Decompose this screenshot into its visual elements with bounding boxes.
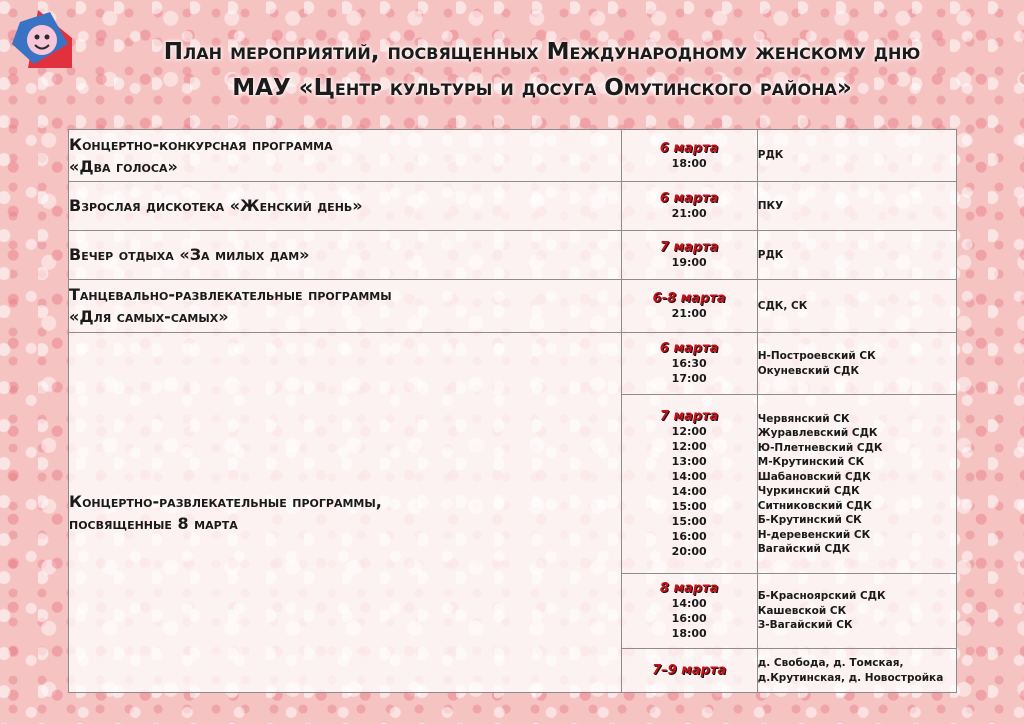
event-date: 7–9 марта	[652, 663, 727, 678]
event-time: 16:00	[671, 612, 707, 625]
event-time: 16:00	[671, 530, 707, 543]
event-place: Вагайский СДК	[757, 543, 851, 555]
event-date: 8 марта	[659, 581, 719, 596]
event-time: 21:00	[671, 207, 707, 220]
event-place: ПКУ	[757, 199, 784, 212]
event-name: Танцевально-развлекательные программы	[69, 285, 392, 304]
place-cell	[757, 130, 956, 182]
event-place: Ситниковский СДК	[757, 499, 872, 512]
event-time: 12:00	[671, 425, 707, 438]
event-name: Концертно-развлекательные программы,	[69, 491, 382, 511]
event-date: 7 марта	[659, 409, 719, 424]
event-place: РДК	[757, 149, 784, 162]
date-cell	[621, 574, 757, 649]
event-name: Вечер отдыха «За милых дам»	[69, 245, 310, 264]
event-time: 16:30	[671, 357, 707, 370]
date-cell	[621, 231, 757, 280]
event-cell	[69, 280, 622, 333]
place-cell	[757, 574, 956, 649]
event-time: 12:00	[671, 440, 707, 453]
event-place: д.Крутинская, д. Новостройка	[757, 671, 944, 684]
table-row	[69, 231, 957, 280]
event-cell	[69, 333, 622, 693]
event-time: 20:00	[671, 545, 707, 558]
place-cell	[757, 333, 956, 395]
place-cell	[757, 231, 956, 280]
place-cell	[757, 280, 956, 333]
place-cell	[757, 395, 956, 574]
event-place: СДК, СК	[757, 299, 808, 312]
event-place: Б-Красноярский СДК	[757, 590, 886, 603]
title-line-2: МАУ «Центр культуры и досуга Омутинского района»	[232, 75, 852, 101]
date-cell	[621, 395, 757, 574]
event-time: 21:00	[671, 307, 707, 320]
date-cell	[621, 333, 757, 395]
event-place: РДК	[757, 248, 784, 261]
event-name: «Два голоса»	[69, 156, 178, 176]
event-place: Ю-Плетневский СДК	[757, 441, 883, 454]
table-row	[69, 333, 957, 395]
event-place: Н-Построевский СК	[757, 350, 876, 362]
date-cell	[621, 280, 757, 333]
event-date: 6 марта	[659, 191, 719, 206]
place-cell	[757, 649, 956, 693]
event-place: Червянский СК	[757, 412, 850, 425]
event-place: Журавлевский СДК	[757, 427, 878, 439]
event-time: 18:00	[671, 156, 707, 170]
event-place: Н-деревенский СК	[757, 528, 871, 541]
event-time: 19:00	[671, 256, 707, 269]
place-cell	[757, 182, 956, 231]
date-cell	[621, 182, 757, 231]
event-place: Б-Крутинский СК	[757, 514, 862, 526]
date-cell	[621, 130, 757, 182]
event-time: 14:00	[671, 597, 707, 610]
title-line-1: План мероприятий, посвященных Международному женскому дню	[163, 39, 921, 65]
event-name: Взрослая дискотека «Женский день»	[69, 196, 363, 215]
event-place: З-Вагайский СК	[757, 619, 853, 632]
event-date: 7 марта	[659, 240, 719, 255]
table-row	[69, 182, 957, 231]
event-time: 17:00	[671, 372, 707, 385]
event-date: 6-8 марта	[652, 291, 726, 306]
event-cell	[69, 231, 622, 280]
table-row	[69, 130, 957, 182]
event-place: Кашевской СК	[757, 604, 847, 617]
event-date: 6 марта	[659, 341, 719, 356]
event-time: 15:00	[671, 515, 707, 528]
logo-icon	[10, 8, 74, 72]
page-title	[80, 34, 1004, 106]
event-place: Окуневский СДК	[757, 364, 860, 377]
table-row	[69, 280, 957, 333]
event-name: Концертно-конкурсная программа	[69, 134, 333, 154]
event-name: посвященные 8 марта	[69, 513, 238, 533]
event-time: 14:00	[671, 470, 707, 483]
event-date: 6 марта	[659, 140, 719, 156]
event-time: 14:00	[671, 485, 707, 498]
events-table	[68, 129, 957, 693]
event-place: М-Крутинский СК	[757, 456, 865, 468]
event-name: «Для самых-самых»	[69, 307, 229, 326]
date-cell	[621, 649, 757, 693]
event-place: Шабановский СДК	[757, 470, 871, 483]
event-cell	[69, 182, 622, 231]
event-place: д. Свобода, д. Томская,	[757, 657, 904, 669]
event-time: 13:00	[671, 455, 707, 468]
event-time: 15:00	[671, 500, 707, 513]
event-time: 18:00	[671, 627, 707, 640]
event-cell	[69, 130, 622, 182]
event-place: Чуркинский СДК	[757, 485, 860, 497]
